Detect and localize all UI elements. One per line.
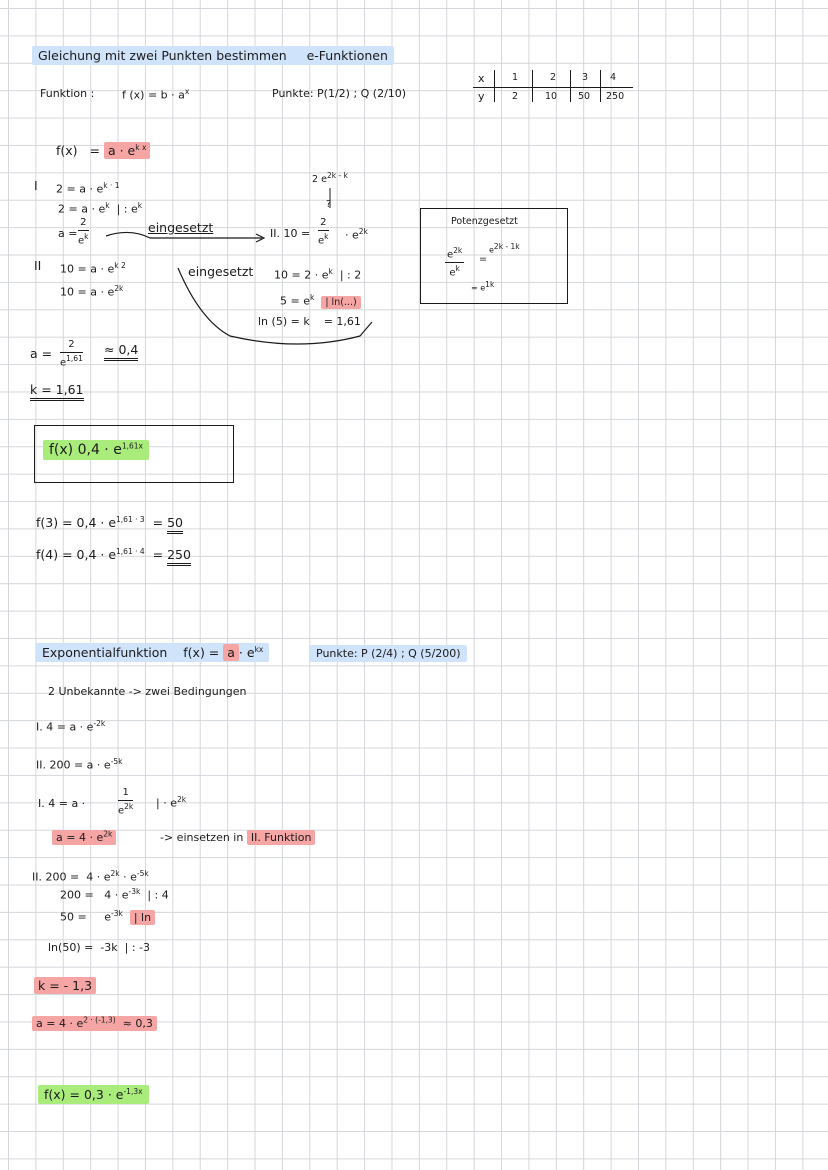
k-result-part2: k = - 1,3 xyxy=(34,980,96,993)
solve-step-3: ln (5) = k = 1,61 xyxy=(258,315,361,328)
solve-step-1: $10 = 2 \cdot e^k$ | : 2 xyxy=(274,267,362,282)
substitution-label: II. 10 = xyxy=(270,227,311,240)
general-function: f(x) = $a \cdot e^{k x}$ xyxy=(56,144,150,158)
given-points: Punkte: P(1/2) ; Q (2/10) xyxy=(272,87,407,100)
section-two-title: Exponentialfunktion $f(x) = a \cdot e^{kx}$ xyxy=(36,646,269,660)
table-x-cell: 2 xyxy=(550,72,557,83)
arrow-line xyxy=(106,232,262,238)
equation-one-divided: $2 = a \cdot e^k$ | : $e^k$ xyxy=(58,201,143,216)
check-f3: $f(3) = 0,4 \cdot e^{1,61 \cdot 3} = 50$ xyxy=(36,516,183,530)
table-x-cell: 3 xyxy=(582,72,589,83)
power-law-equals: = xyxy=(479,254,487,265)
equation-two-label: II xyxy=(34,258,42,273)
k-result: k = 1,61 xyxy=(30,384,84,397)
equation-two: $10 = a \cdot e^{k 2}$ xyxy=(60,261,126,276)
p2-step-2: 200 = $4 \cdot e^{-3k}$ | : 4 xyxy=(60,887,169,902)
check-f4: $f(4) = 0,4 \cdot e^{1,61 \cdot 4} = 250$ xyxy=(36,548,191,562)
table-x-cell: 4 xyxy=(610,72,617,83)
a-fraction: $\frac{2}{e^k}$ xyxy=(78,217,89,247)
table-x-cell: 1 xyxy=(512,72,519,83)
final-function: f(x) $0,4 \cdot e^{1,61x}$ xyxy=(43,442,149,457)
power-law-title: Potenzgesetzt xyxy=(451,216,518,227)
a-expression-label: a = xyxy=(58,227,78,240)
p2-equation-one: I. $4 = a \cdot e^{-2k}$ xyxy=(36,719,106,734)
p2-step-4: ln(50) = -3k | : -3 xyxy=(48,941,151,954)
equation-one-label: I xyxy=(34,178,38,193)
question-mark: ? xyxy=(326,199,332,210)
a-result-fraction: $\frac{2}{e^{1,61}}$ xyxy=(60,339,83,369)
table-y-cell: 2 xyxy=(512,91,519,102)
p2-step-3: 50 = $e^{-3k}$ | ln xyxy=(60,910,155,923)
section-two-points: Punkte: P (2/4) ; Q (5/200) xyxy=(310,648,467,659)
power-law-rhs: $e^{2k - 1k}$ xyxy=(489,242,520,255)
substitution-rest: · $e^{2k}$ xyxy=(345,227,368,242)
solve-step-2: $5 = e^k$ | ln(...) xyxy=(280,294,361,307)
p2-equation-two: II. $200 = a \cdot e^{-5k}$ xyxy=(36,757,123,772)
equation-two-simplified: $10 = a \cdot e^{2k}$ xyxy=(60,284,124,299)
power-law-result: = $e^{1k}$ xyxy=(471,280,495,293)
p2-multiply-op: | · $e^{2k}$ xyxy=(156,795,187,810)
funktion-formula: f $(x) = b \cdot a^x$ xyxy=(122,87,190,102)
eingesetzt-note: eingesetzt xyxy=(148,220,214,235)
p2-equation-one-rewritten: I. 4 = a · xyxy=(38,797,86,810)
p2-step-1: II. $200 = 4 \cdot e^{2k} \cdot e^{-5k}$ xyxy=(32,869,149,884)
a-result-label: a = xyxy=(30,346,53,361)
a-result-value: ≈ 0,4 xyxy=(104,344,138,357)
exponent-note: 2 $e^{2k - k}$ xyxy=(312,171,348,186)
eingesetzt-note-2: eingesetzt xyxy=(188,264,254,279)
curve-line xyxy=(178,264,372,344)
unknowns-note: 2 Unbekannte -> zwei Bedingungen xyxy=(48,685,247,698)
final-function-part2: $f(x) = 0,3 \cdot e^{-1,3x}$ xyxy=(38,1088,149,1102)
table-y-cell: 50 xyxy=(578,91,591,102)
substitution-fraction: $\frac{2}{e^k}$ xyxy=(318,217,329,247)
table-y-cell: 250 xyxy=(606,91,625,102)
funktion-label: Funktion : xyxy=(40,87,95,100)
table-y-cell: 10 xyxy=(545,91,558,102)
equation-one: $2 = a \cdot e^{k \cdot 1}$ xyxy=(56,181,120,196)
p2-fraction: $\frac{1}{e^{2k}}$ xyxy=(118,787,134,817)
a-expression: $a = 4 \cdot e^{2k}$ xyxy=(52,830,116,843)
a-result-part2: $a = 4 \cdot e^{2 \cdot (-1,3)} \approx 0,3$ xyxy=(32,1016,157,1029)
table-x-label: x xyxy=(478,72,485,85)
einsetzen-note: -> einsetzen in II. Funktion xyxy=(160,832,315,843)
table-y-label: y xyxy=(478,90,485,103)
page-title: Gleichung mit zwei Punkten bestimmen e-Funktionen xyxy=(32,50,394,63)
power-law-fraction: $\frac{e^{2k}}{e^k}$ xyxy=(447,246,463,279)
